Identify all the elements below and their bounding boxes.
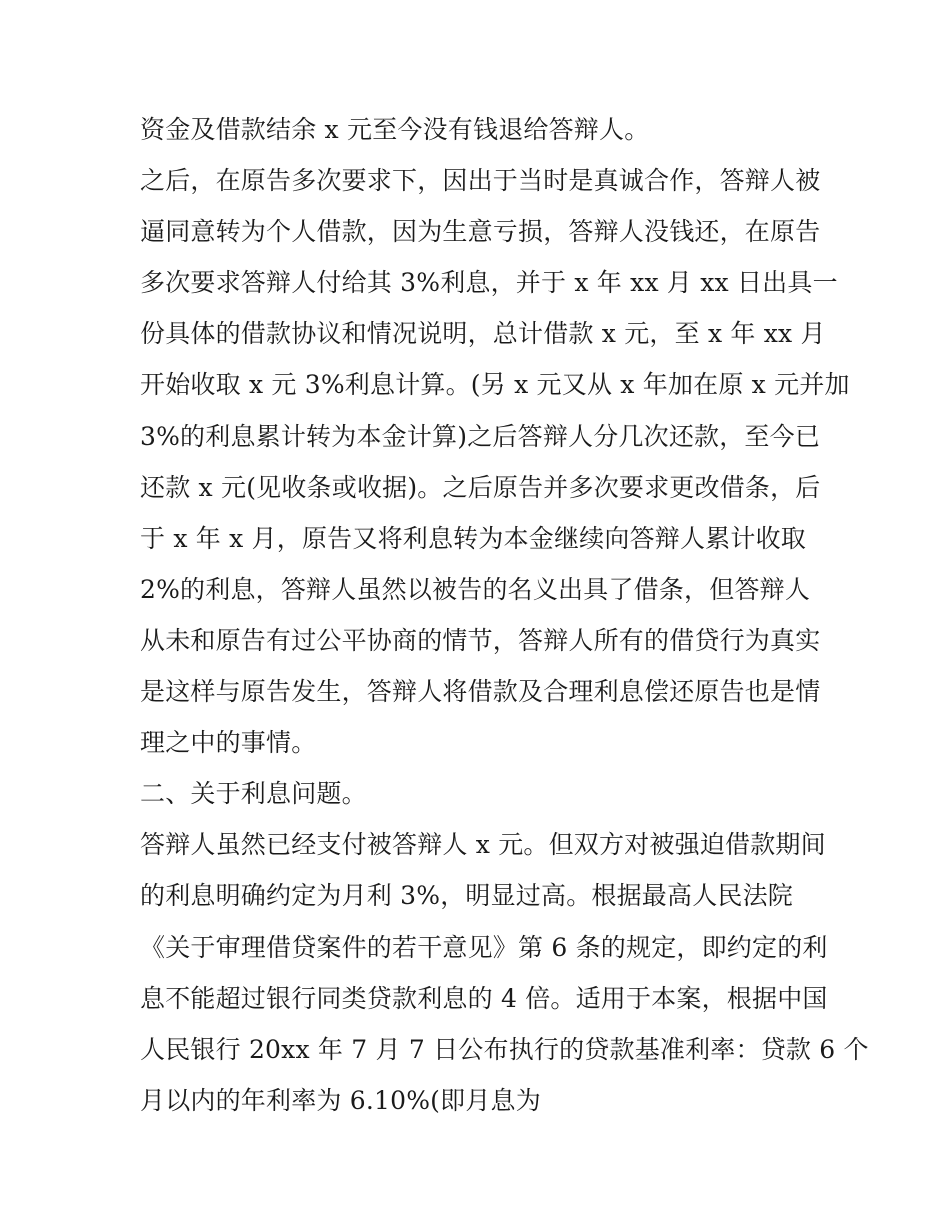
text-line-15: 答辩人虽然已经支付被答辩人 x 元。但双方对被强迫借款期间 (140, 830, 826, 860)
text-line-10: 2%的利息，答辩人虽然以被告的名义出具了借条，但答辩人 (140, 574, 811, 604)
text-line-18: 息不能超过银行同类贷款利息的 4 倍。适用于本案，根据中国 (140, 983, 828, 1013)
text-line-19: 人民银行 20xx 年 7 月 7 日公布执行的贷款基准利率：贷款 6 个 (140, 1034, 869, 1064)
text-line-13: 理之中的事情。 (140, 728, 317, 758)
text-line-1: 资金及借款结余 x 元至今没有钱退给答辩人。 (140, 115, 650, 144)
document-body (140, 104, 869, 1126)
text-line-20: 月以内的年利率为 6.10%(即月息为 (140, 1085, 541, 1115)
text-line-6: 开始收取 x 元 3%利息计算。(另 x 元又从 x 年加在原 x 元并加 (140, 370, 850, 400)
text-line-11: 从未和原告有过公平协商的情节，答辩人所有的借贷行为真实 (140, 625, 821, 655)
text-line-9: 于 x 年 x 月，原告又将利息转为本金继续向答辩人累计收取 (140, 523, 806, 553)
text-line-3: 逼同意转为个人借款，因为生意亏损，答辩人没钱还，在原告 (140, 217, 821, 247)
text-line-2: 之后，在原告多次要求下，因出于当时是真诚合作，答辩人被 (140, 166, 821, 196)
text-line-16: 的利息明确约定为月利 3%，明显过高。根据最高人民法院 (140, 881, 794, 911)
text-line-17: 《关于审理借贷案件的若干意见》第 6 条的规定，即约定的利 (140, 932, 828, 962)
section-heading-interest: 二、关于利息问题。 (140, 779, 367, 809)
text-line-4: 多次要求答辩人付给其 3%利息，并于 x 年 xx 月 xx 日出具一 (140, 268, 838, 298)
text-line-5: 份具体的借款协议和情况说明，总计借款 x 元，至 x 年 xx 月 (140, 319, 826, 349)
text-line-7: 3%的利息累计转为本金计算)之后答辩人分几次还款，至今已 (140, 421, 821, 451)
text-line-12: 是这样与原告发生，答辩人将借款及合理利息偿还原告也是情 (140, 677, 821, 707)
text-line-8: 还款 x 元(见收条或收据)。之后原告并多次要求更改借条，后 (140, 472, 821, 502)
